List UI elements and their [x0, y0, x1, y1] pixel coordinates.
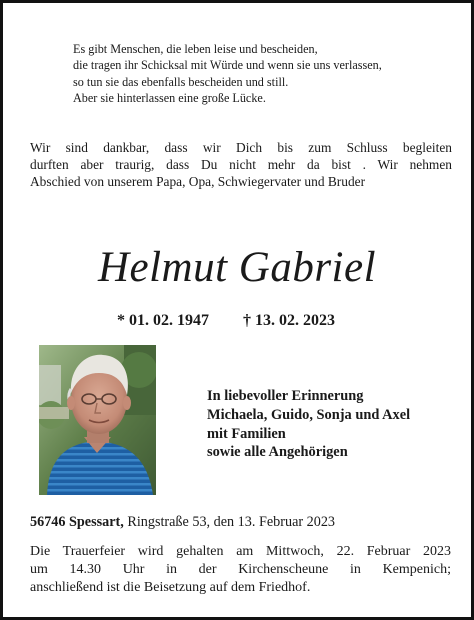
deceased-name: Helmut Gabriel	[97, 244, 377, 291]
intro-line: durften aber traurig, dass Du nicht mehr da bist . Wir nehmen	[30, 157, 452, 173]
intro-text	[30, 139, 452, 191]
place-address-date: Ringstraße 53, den 13. Februar 2023	[123, 514, 336, 530]
birth-date: * 01. 02. 1947	[117, 312, 209, 329]
service-line: Die Trauerfeier wird gehalten am Mittwoch, 22. Februar 2023	[30, 544, 451, 559]
funeral-service-text	[30, 543, 451, 596]
place-city: 56746 Spessart,	[30, 514, 124, 530]
portrait-photo	[39, 345, 156, 495]
poem-line: Aber sie hinterlassen eine große Lücke.	[73, 90, 266, 105]
poem-line: so tun sie das ebenfalls bescheiden und still.	[73, 74, 289, 89]
life-dates	[117, 311, 335, 331]
intro-line: Abschied von unserem Papa, Opa, Schwiegervater und Bruder	[30, 174, 366, 190]
remembrance-line: sowie alle Angehörigen	[207, 444, 348, 461]
remembrance-line: mit Familien	[207, 425, 286, 442]
poem-line: die tragen ihr Schicksal mit Würde und wenn sie uns verlassen,	[73, 58, 382, 73]
death-date: † 13. 02. 2023	[243, 312, 335, 329]
intro-line: Wir sind dankbar, dass wir Dich bis zum Schluss begleiten	[30, 140, 452, 155]
service-line: um 14.30 Uhr in der Kirchenscheune in Kempenich;	[30, 561, 451, 577]
remembrance-line: In liebevoller Erinnerung	[207, 388, 364, 404]
remembrance-line: Michaela, Guido, Sonja und Axel	[207, 406, 411, 423]
service-line: anschließend ist die Beisetzung auf dem Friedhof.	[30, 579, 311, 595]
remembrance-block	[207, 387, 410, 462]
poem-line: Es gibt Menschen, die leben leise und bescheiden,	[73, 42, 318, 56]
place-date-line	[30, 513, 335, 531]
poem	[73, 41, 382, 106]
